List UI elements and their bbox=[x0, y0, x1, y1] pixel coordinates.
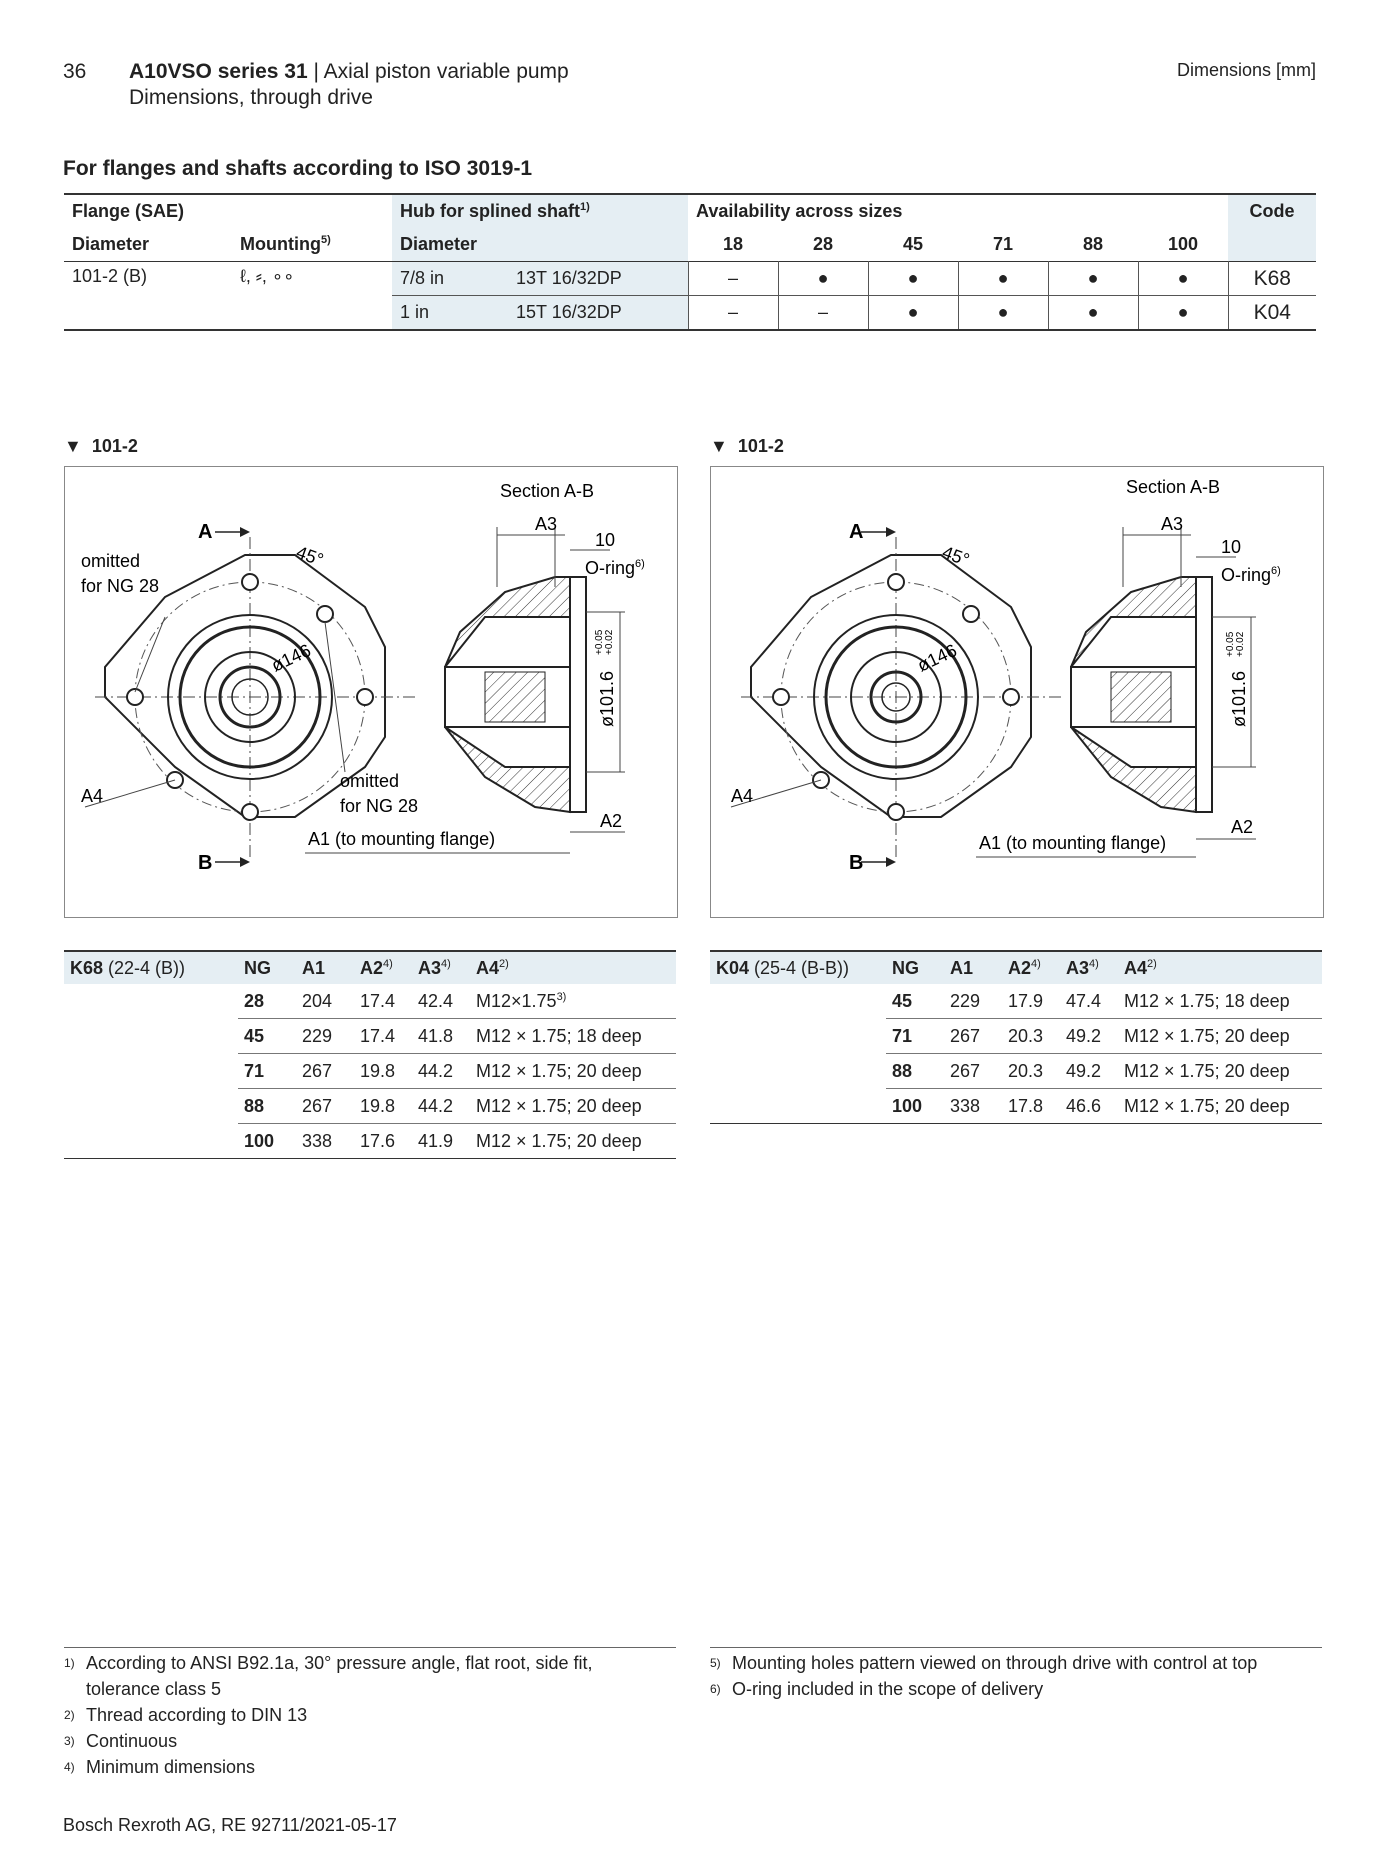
footnote: 5) Mounting holes pattern viewed on through drive with control at top bbox=[710, 1653, 1258, 1673]
avail-cell: ● bbox=[868, 296, 958, 331]
spline: 15T 16/32DP bbox=[508, 296, 688, 331]
tol-lower: +0.02 bbox=[1235, 631, 1246, 657]
a2-cell: 19.8 bbox=[354, 1054, 412, 1089]
a3-label: A3 bbox=[535, 514, 558, 534]
table-code: K04 (25-4 (B-B)) bbox=[710, 951, 886, 984]
header-flange: Flange (SAE) bbox=[72, 201, 185, 221]
omitted-label: for NG 28 bbox=[81, 576, 160, 596]
ng-cell: 45 bbox=[886, 984, 944, 1019]
footnotes-left bbox=[64, 1650, 676, 1780]
avail-cell: ● bbox=[958, 296, 1048, 331]
hub-diameter: 7/8 in bbox=[392, 262, 508, 296]
a1-cell: 338 bbox=[950, 1095, 981, 1116]
k68-dimensions-table bbox=[64, 950, 676, 1159]
avail-cell: ● bbox=[1138, 296, 1228, 331]
a4-cell: M12 × 1.75; 20 deep bbox=[1118, 1019, 1322, 1054]
ng-cell: 71 bbox=[238, 1054, 296, 1089]
footer: Bosch Rexroth AG, RE 92711/2021-05-17 bbox=[63, 1815, 397, 1835]
a2-cell: 17.4 bbox=[354, 1019, 412, 1054]
a2-cell: 17.6 bbox=[360, 1130, 396, 1151]
a2-label: A2 bbox=[1231, 817, 1254, 837]
availability-table bbox=[64, 193, 1316, 331]
angle-label: 45° bbox=[939, 541, 973, 571]
a4-label: A4 bbox=[731, 786, 754, 806]
size-88: 88 bbox=[1082, 234, 1104, 254]
section-title: For flanges and shafts according to ISO 3019-1 bbox=[63, 157, 533, 180]
footnote: 4) Minimum dimensions bbox=[64, 1757, 256, 1777]
dia-label: ø146 bbox=[268, 640, 314, 676]
order-code: K04 bbox=[1228, 296, 1316, 331]
table-row bbox=[710, 984, 1322, 1019]
a3-cell: 44.2 bbox=[412, 1054, 470, 1089]
omitted-label: omitted bbox=[340, 771, 400, 791]
table-code: K68 (22-4 (B)) bbox=[64, 951, 238, 984]
avail-cell: ● bbox=[778, 262, 868, 296]
a4-cell: M12 × 1.75; 20 deep bbox=[1118, 1054, 1322, 1089]
a4-cell: $M12\times 1.75^{3)}$ bbox=[470, 984, 676, 1019]
ng-cell: 28 bbox=[238, 984, 296, 1019]
header-availability: Availability across sizes bbox=[696, 201, 903, 221]
bore-label: ø101.6 bbox=[597, 670, 617, 727]
col-a1: A1 bbox=[296, 951, 354, 984]
a1-cell: 229 bbox=[944, 984, 1002, 1019]
a4-cell: M12 × 1.75; 20 deep bbox=[476, 1130, 642, 1151]
size-71: 71 bbox=[992, 234, 1014, 254]
size-45: 45 bbox=[902, 234, 924, 254]
table-header-row bbox=[64, 951, 676, 984]
section-label: Dimensions [mm] bbox=[1176, 60, 1316, 80]
hub-diameter: 1 in bbox=[392, 296, 508, 331]
table-row bbox=[64, 984, 676, 1019]
bore-label: ø101.6 bbox=[1229, 670, 1249, 727]
a1-cell: 338 bbox=[302, 1130, 333, 1151]
title-bold: A10VSO series 31 bbox=[129, 60, 308, 83]
ng-cell: 88 bbox=[238, 1089, 296, 1124]
footnote-divider bbox=[64, 1647, 676, 1648]
a2-cell: 17.4 bbox=[354, 984, 412, 1019]
a4-cell: M12 × 1.75; 20 deep bbox=[470, 1054, 676, 1089]
a2-cell: 17.9 bbox=[1002, 984, 1060, 1019]
mounting-symbols: ℓ, ⸗, ∘∘ bbox=[240, 266, 295, 286]
avail-cell: – bbox=[688, 296, 778, 331]
a2-label: A2 bbox=[600, 811, 623, 831]
a4-label: A4 bbox=[81, 786, 104, 806]
col-a4: A4$^{2)}$ bbox=[470, 951, 676, 984]
col-a4: A4$^{2)}$ bbox=[1118, 951, 1322, 984]
col-ng: NG bbox=[238, 951, 296, 984]
header-diameter: Diameter bbox=[72, 234, 150, 254]
a2-cell: 20.3 bbox=[1002, 1054, 1060, 1089]
a1-cell: 204 bbox=[296, 984, 354, 1019]
header-code: Code bbox=[1228, 194, 1316, 228]
a2-cell: 17.8 bbox=[1008, 1095, 1044, 1116]
page-number: 36 bbox=[63, 60, 87, 83]
ng-cell: 100 bbox=[892, 1095, 923, 1116]
a3-cell: 42.4 bbox=[412, 984, 470, 1019]
page-subtitle: Dimensions, through drive bbox=[129, 86, 373, 109]
omitted-label: for NG 28 bbox=[340, 796, 419, 816]
a3-cell: 49.2 bbox=[1060, 1019, 1118, 1054]
a4-cell: M12 × 1.75; 18 deep bbox=[470, 1019, 676, 1054]
label-b: B bbox=[198, 852, 213, 874]
tol-upper: +0.05 bbox=[594, 629, 605, 655]
avail-cell: ● bbox=[868, 262, 958, 296]
tol-upper: +0.05 bbox=[1225, 631, 1236, 657]
a1-label: A1 (to mounting flange) bbox=[979, 833, 1167, 853]
flange-diameter: 101-2 (B) bbox=[72, 266, 148, 286]
footnote: 6) O-ring included in the scope of delivery bbox=[710, 1679, 1044, 1699]
avail-cell: ● bbox=[1138, 262, 1228, 296]
section-label: Section A-B bbox=[500, 481, 595, 501]
a3-cell: 46.6 bbox=[1066, 1095, 1102, 1116]
footnote: 1) According to ANSI B92.1a, 30° pressure angle, flat root, side fit, bbox=[64, 1653, 593, 1673]
a1-cell: 267 bbox=[944, 1054, 1002, 1089]
a3-cell: 47.4 bbox=[1060, 984, 1118, 1019]
col-a1: A1 bbox=[944, 951, 1002, 984]
avail-cell: ● bbox=[958, 262, 1048, 296]
avail-cell: ● bbox=[1048, 262, 1138, 296]
a3-label: A3 bbox=[1161, 514, 1184, 534]
ten-label: 10 bbox=[1221, 537, 1242, 557]
ng-cell: 88 bbox=[886, 1054, 944, 1089]
a3-cell: 44.2 bbox=[412, 1089, 470, 1124]
a4-cell: M12 × 1.75; 18 deep bbox=[1118, 984, 1322, 1019]
flange-drawing-right bbox=[711, 467, 1323, 917]
a4-cell: M12 × 1.75; 20 deep bbox=[470, 1089, 676, 1124]
title-rest: | Axial piston variable pump bbox=[307, 60, 569, 83]
oring-label: O-ring$^{6)}$ bbox=[1221, 565, 1281, 585]
angle-label: 45° bbox=[293, 541, 327, 571]
drawing-title-right: ▼ 101-2 bbox=[710, 436, 784, 456]
label-a: A bbox=[849, 521, 864, 543]
a1-cell: 229 bbox=[296, 1019, 354, 1054]
header-hub: Hub for splined shaft$^{1)}$ bbox=[392, 194, 688, 228]
footnote: 2) Thread according to DIN 13 bbox=[64, 1705, 308, 1725]
a1-cell: 267 bbox=[944, 1019, 1002, 1054]
col-a2: A2$^{4)}$ bbox=[1002, 951, 1060, 984]
col-a2: A2$^{4)}$ bbox=[354, 951, 412, 984]
ng-cell: 71 bbox=[886, 1019, 944, 1054]
ng-cell: 100 bbox=[244, 1130, 275, 1151]
k04-dimensions-table bbox=[710, 950, 1322, 1124]
a2-cell: 20.3 bbox=[1002, 1019, 1060, 1054]
tol-lower: +0.02 bbox=[604, 629, 615, 655]
a3-cell: 41.9 bbox=[418, 1130, 454, 1151]
spline: 13T 16/32DP bbox=[508, 262, 688, 296]
section-label: Section A-B bbox=[1126, 477, 1221, 497]
page-title bbox=[129, 60, 569, 84]
header-hub-diameter: Diameter bbox=[392, 228, 688, 262]
drawing-title-left: ▼ 101-2 bbox=[64, 436, 138, 456]
a3-cell: 49.2 bbox=[1060, 1054, 1118, 1089]
label-b: B bbox=[849, 852, 864, 874]
a1-cell: 267 bbox=[296, 1089, 354, 1124]
flange-drawing-left bbox=[65, 467, 677, 917]
col-ng: NG bbox=[886, 951, 944, 984]
footnote: tolerance class 5 bbox=[86, 1679, 222, 1699]
header-mounting: Mounting$^{5)}$ bbox=[240, 234, 331, 254]
ng-cell: 45 bbox=[238, 1019, 296, 1054]
footnote: 3) Continuous bbox=[64, 1731, 178, 1751]
footnote-divider bbox=[710, 1647, 1322, 1648]
oring-label: O-ring$^{6)}$ bbox=[585, 558, 645, 578]
omitted-label: omitted bbox=[81, 551, 141, 571]
ten-label: 10 bbox=[595, 530, 616, 550]
a3-cell: 41.8 bbox=[412, 1019, 470, 1054]
footnotes-right bbox=[710, 1650, 1325, 1702]
table-header-row bbox=[710, 951, 1322, 984]
avail-cell: ● bbox=[1048, 296, 1138, 331]
col-a3: A3$^{4)}$ bbox=[1060, 951, 1118, 984]
a4-cell: M12 × 1.75; 20 deep bbox=[1124, 1095, 1290, 1116]
order-code: K68 bbox=[1228, 262, 1316, 296]
avail-cell: – bbox=[688, 262, 778, 296]
a2-cell: 19.8 bbox=[354, 1089, 412, 1124]
table-row bbox=[64, 262, 1316, 296]
table-header-row bbox=[64, 194, 1316, 228]
col-a3: A3$^{4)}$ bbox=[412, 951, 470, 984]
a1-label: A1 (to mounting flange) bbox=[308, 829, 496, 849]
drawing-right bbox=[710, 466, 1324, 918]
avail-cell: – bbox=[778, 296, 868, 331]
drawing-left bbox=[64, 466, 678, 918]
size-28: 28 bbox=[812, 234, 834, 254]
size-18: 18 bbox=[722, 234, 744, 254]
table-subheader-row bbox=[64, 228, 1316, 262]
dia-label: ø146 bbox=[914, 640, 960, 676]
a1-cell: 267 bbox=[296, 1054, 354, 1089]
label-a: A bbox=[198, 521, 213, 543]
size-100: 100 bbox=[1167, 234, 1199, 254]
